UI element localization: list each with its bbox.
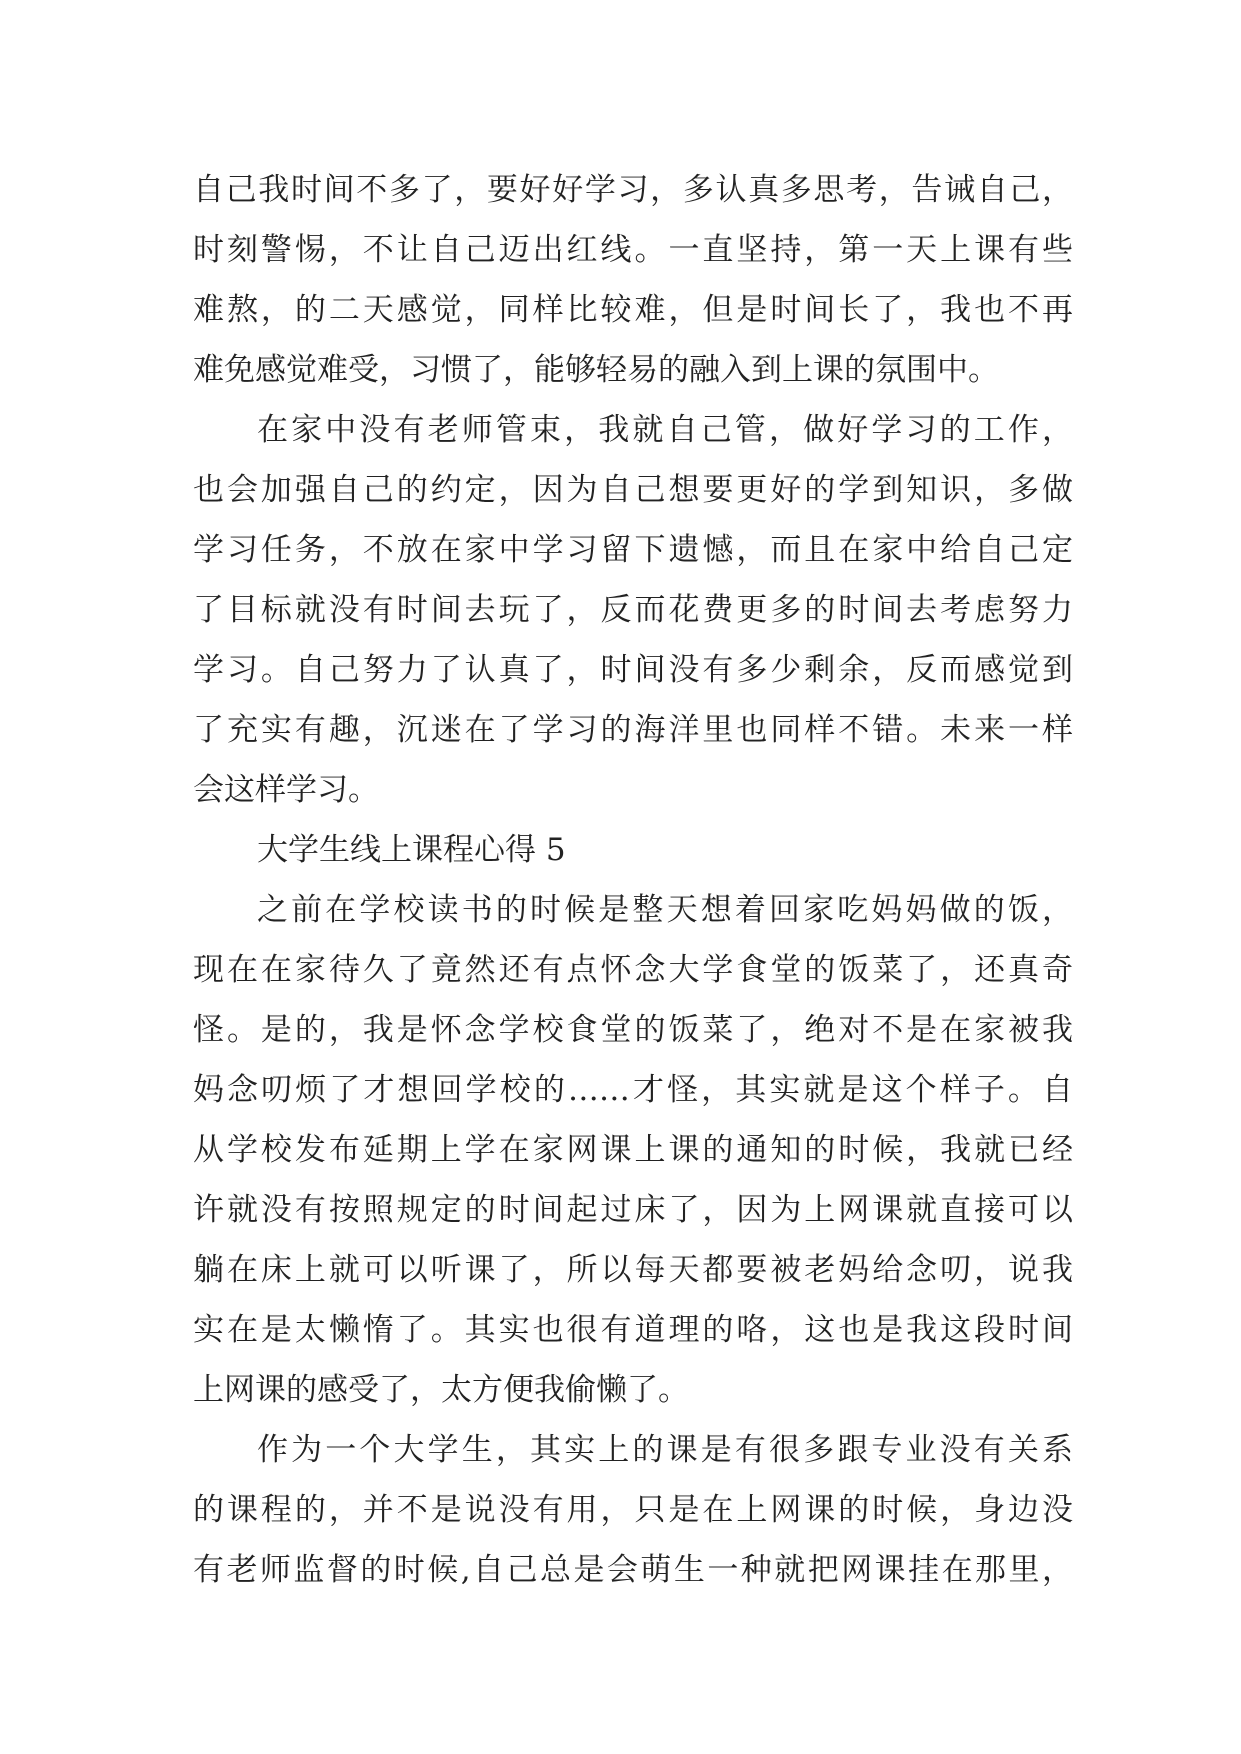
text-line: 之前在学校读书的时候是整天想着回家吃妈妈做的饭， <box>257 892 1073 928</box>
text-line: 了目标就没有时间去玩了，反而花费更多的时间去考虑努力 <box>193 592 1073 628</box>
text-line: 学习任务，不放在家中学习留下遗憾，而且在家中给自己定 <box>193 532 1073 568</box>
text-line: 时刻警惕，不让自己迈出红线。一直坚持，第一天上课有些 <box>193 232 1073 268</box>
text-line: 难熬，的二天感觉，同样比较难，但是时间长了，我也不再 <box>193 292 1073 328</box>
text-line: 了充实有趣，沉迷在了学习的海洋里也同样不错。未来一样 <box>193 712 1073 748</box>
text-line: 上网课的感受了，太方便我偷懒了。 <box>193 1372 689 1408</box>
text-line: 学习。自己努力了认真了，时间没有多少剩余，反而感觉到 <box>193 652 1073 688</box>
text-line: 在家中没有老师管束，我就自己管，做好学习的工作， <box>257 412 1073 448</box>
text-line: 实在是太懒惰了。其实也很有道理的咯，这也是我这段时间 <box>193 1312 1073 1348</box>
text-line: 自己我时间不多了，要好好学习，多认真多思考，告诫自己， <box>193 172 1073 208</box>
text-line: 妈念叨烦了才想回学校的……才怪，其实就是这个样子。自 <box>193 1072 1073 1108</box>
text-line: 从学校发布延期上学在家网课上课的通知的时候，我就已经 <box>193 1132 1073 1168</box>
section-heading: 大学生线上课程心得 5 <box>257 832 566 868</box>
text-line: 许就没有按照规定的时间起过床了，因为上网课就直接可以 <box>193 1192 1073 1228</box>
text-line: 会这样学习。 <box>193 772 379 808</box>
text-line: 也会加强自己的约定，因为自己想要更好的学到知识，多做 <box>193 472 1073 508</box>
text-line: 有老师监督的时候,自己总是会萌生一种就把网课挂在那里， <box>193 1552 1073 1588</box>
document-body <box>193 160 1073 1600</box>
text-line: 现在在家待久了竟然还有点怀念大学食堂的饭菜了，还真奇 <box>193 952 1073 988</box>
text-line: 难免感觉难受，习惯了，能够轻易的融入到上课的氛围中。 <box>193 352 999 388</box>
text-line: 躺在床上就可以听课了，所以每天都要被老妈给念叨，说我 <box>193 1252 1073 1288</box>
text-line: 怪。是的，我是怀念学校食堂的饭菜了，绝对不是在家被我 <box>193 1012 1073 1048</box>
text-line: 作为一个大学生，其实上的课是有很多跟专业没有关系 <box>257 1432 1073 1468</box>
text-line: 的课程的，并不是说没有用，只是在上网课的时候，身边没 <box>193 1492 1073 1528</box>
